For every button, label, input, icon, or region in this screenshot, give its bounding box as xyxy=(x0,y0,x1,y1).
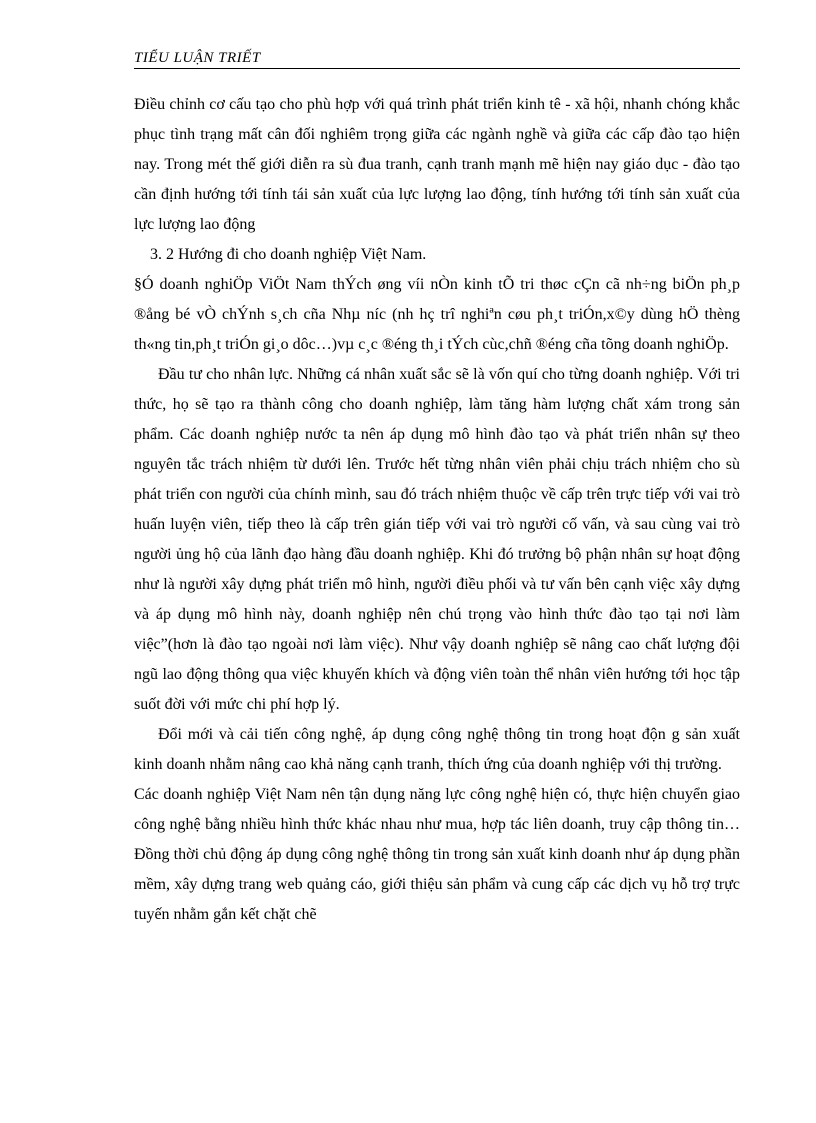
paragraph-human-resources: Đầu tư cho nhân lực. Những cá nhân xuất sắc sẽ là vốn quí cho từng doanh nghiệp. Với tri thức, họ sẽ tạo ra thành công cho doanh nghiệp, làm tăng hàm lượng chất xám trong sản phẩm. Các doanh nghiệp nước ta nên áp dụng mô hình đào tạo và phát triển nhân sự theo nguyên tắc trách nhiệm từ dưới lên. Trước hết từng nhân viên phải chịu trách nhiệm cho sù phát triển con người của chính mình, sau đó trách nhiệm thuộc về cấp trên trực tiếp với vai trò huấn luyện viên, tiếp theo là cấp trên gián tiếp với vai trò người cố vấn, và sau cùng vai trò người ủng hộ của lãnh đạo hàng đầu doanh nghiệp. Khi đó trưởng bộ phận nhân sự hoạt động như là người xây dựng phát triển mô hình, người điều phối và tư vấn bên cạnh việc xây dựng và áp dụng mô hình này, doanh nghiệp nên chú trọng vào hình thức đào tạo tại nơi làm việc”(hơn là đào tạo ngoài nơi làm việc). Như vậy doanh nghiệp sẽ nâng cao chất lượng đội ngũ lao động thông qua việc khuyến khích và động viên toàn thể nhân viên hướng tới học tập suốt đời với mức chi phí hợp lý. xyxy=(134,366,740,713)
section-heading: 3. 2 Hướng đi cho doanh nghiệp Việt Nam. xyxy=(150,246,427,263)
document-body xyxy=(134,90,740,930)
header-title: TIỂU LUẬN TRIẾT xyxy=(134,50,261,66)
paragraph-technology-transfer: Các doanh nghiệp Việt Nam nên tận dụng năng lực công nghệ hiện có, thực hiện chuyển giao công nghệ bằng nhiều hình thức khác nhau như mua, hợp tác liên doanh, truy cập thông tin…Đồng thời chủ động áp dụng công nghệ thông tin trong sản xuất kinh doanh như áp dụng phần mềm, xây dựng trang web quảng cáo, giới thiệu sản phẩm và cung cấp các dịch vụ hỗ trợ trực tuyến nhằm gắn kết chặt chẽ xyxy=(134,786,740,923)
paragraph-encoded-text: §Ó doanh nghiÖp ViÖt Nam thÝch øng víi nÒn kinh tÕ tri thøc cÇn cã nh÷ng biÖn ph¸p ®ång bé vÒ chÝnh s¸ch cña Nhµ níc (nh hç trî nghiªn cøu ph¸t triÓn,x©y dùng hÖ thèng th«ng tin,ph¸t triÓn gi¸o dôc…)vµ c¸c ®éng th¸i tÝch cùc,chñ ®éng cña tõng doanh nghiÖp. xyxy=(134,276,740,353)
paragraph-technology-innovation: Đổi mới và cải tiến công nghệ, áp dụng công nghệ thông tin trong hoạt độn g sản xuất kinh doanh nhằm nâng cao khả năng cạnh tranh, thích ứng của doanh nghiệp với thị trường. xyxy=(134,726,740,773)
paragraph-education-restructuring: Điều chỉnh cơ cấu tạo cho phù hợp với quá trình phát triển kinh tê - xã hội, nhanh chóng khắc phục tình trạng mất cân đối nghiêm trọng giữa các ngành nghề và giữa các cấp đào tạo hiện nay. Trong mét thế giới diễn ra sù đua tranh, cạnh tranh mạnh mẽ hiện nay giáo dục - đào tạo cần định hướng tới tính tái sản xuất của lực lượng lao động, tính hướng tới tính sản xuất của lực lượng lao động xyxy=(134,96,740,233)
page-header xyxy=(134,46,740,69)
